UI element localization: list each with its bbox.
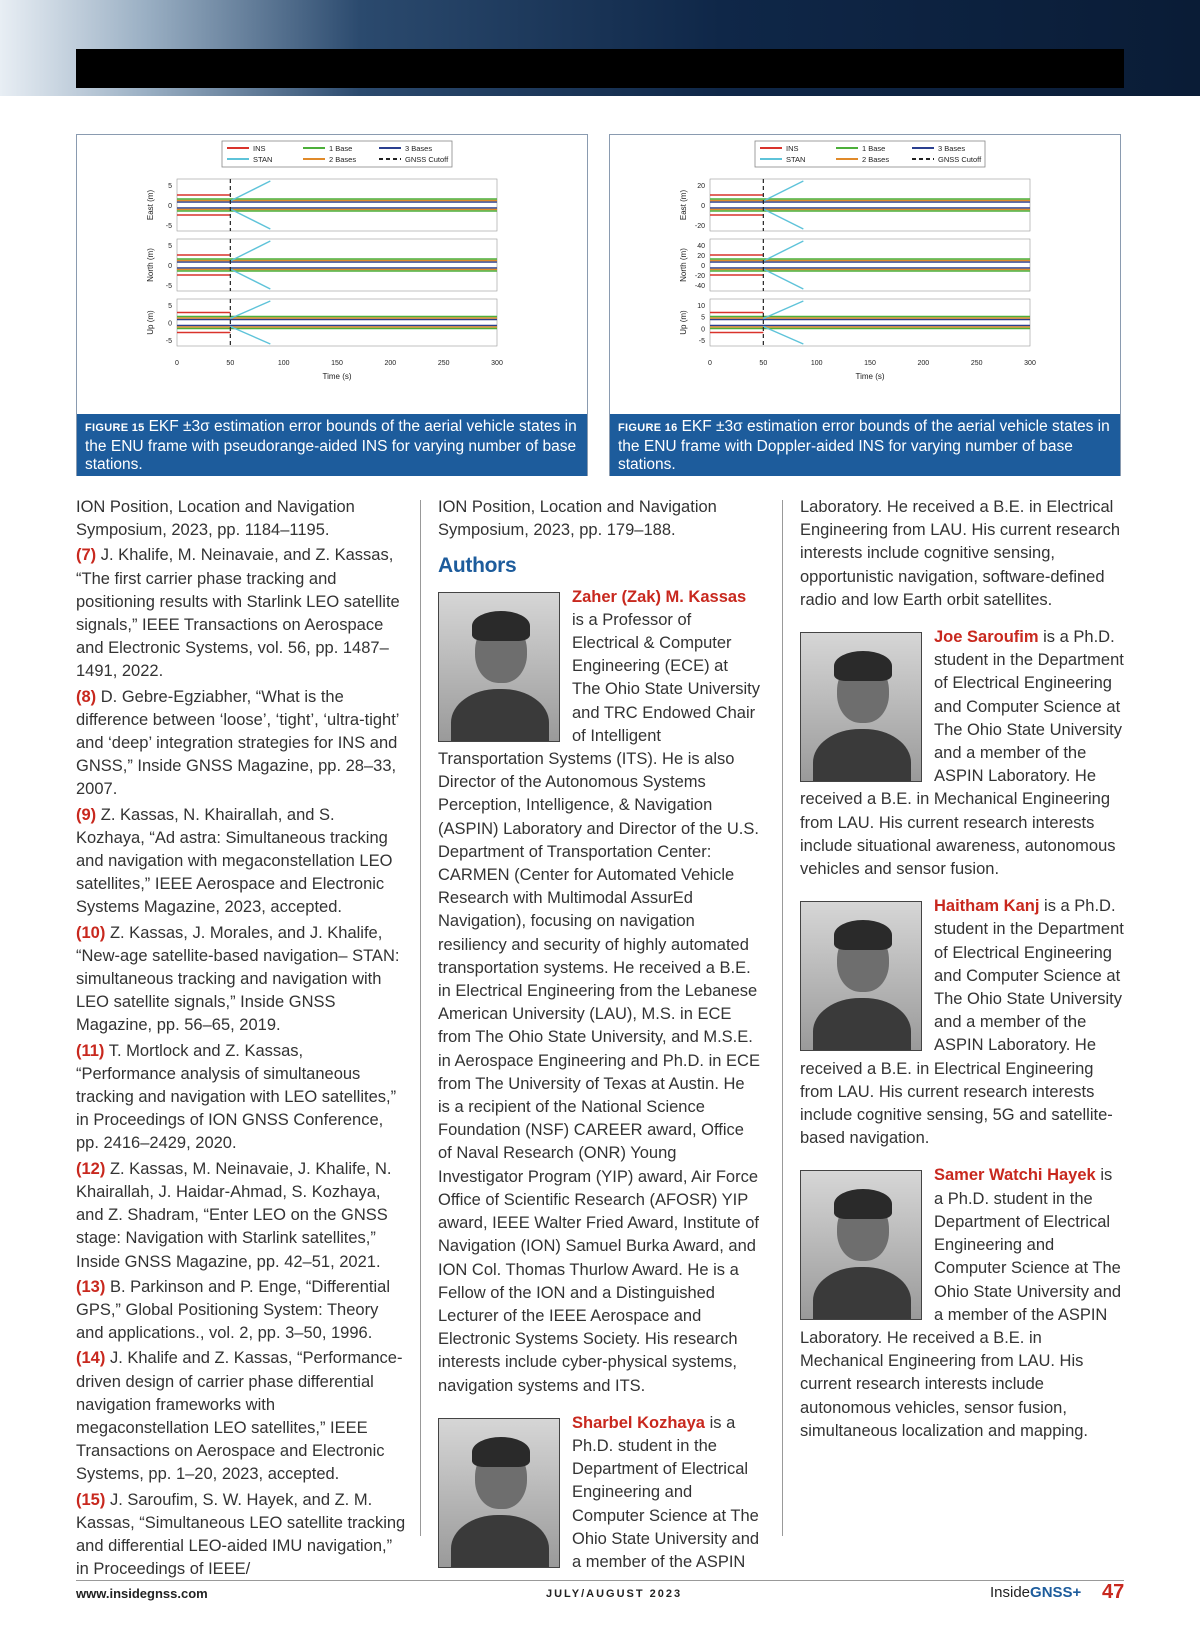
- legend-label: INS: [253, 144, 266, 153]
- footer-url[interactable]: www.insidegnss.com: [76, 1586, 208, 1601]
- footer-issue: JULY/AUGUST 2023: [546, 1588, 683, 1600]
- header-black-bar: [76, 49, 1124, 88]
- subplot-frame: [177, 299, 497, 346]
- legend-label: 2 Bases: [862, 155, 890, 164]
- figure-16-caption-text: EKF ±3σ estimation error bounds of the aerial vehicle states in the ENU frame with Doppler-aided INS for varying number of base stations.: [618, 418, 1110, 473]
- x-tick-label: 250: [970, 360, 983, 367]
- x-tick-label: 250: [437, 360, 450, 367]
- author-photo-hayek: [800, 1170, 922, 1320]
- reference-14: (14) J. Khalife and Z. Kassas, “Performance-driven design of carrier phase differential navigation frameworks with megaconstellation LEO satellites,” IEEE Transactions on Aerospace and Electronic Systems, pp. 1–20, 2023, accepted.: [76, 1349, 403, 1484]
- author-bio-kozhaya: [438, 1412, 760, 1574]
- y-axis-label: North (m): [146, 248, 155, 282]
- figure-16-chart: [610, 135, 1120, 413]
- y-tick-label: 5: [168, 303, 172, 310]
- y-axis-label: North (m): [679, 248, 688, 282]
- y-tick-label: -40: [694, 283, 705, 290]
- y-tick-label: 0: [701, 203, 705, 210]
- y-tick-label: 0: [168, 203, 172, 210]
- reference-9: (9) Z. Kassas, N. Khairallah, and S. Kozhaya, “Ad astra: Simultaneous tracking and navigation with megaconstellation LEO satellites,” IEEE Aerospace and Electronic Systems Magazine, 2023, accepted.: [76, 805, 393, 917]
- legend-label: 3 Bases: [938, 144, 966, 153]
- x-tick-label: 200: [384, 360, 397, 367]
- reference-8: (8) D. Gebre-Egziabher, “What is the difference between ‘loose’, ‘tight’, ‘ultra-tight’ and ‘deep’ integration strategies for INS and GNSS,” Inside GNSS Magazine, pp. 28–33, 2007.: [76, 687, 399, 799]
- subplot-frame: [710, 239, 1030, 291]
- column-divider: [782, 500, 783, 1536]
- author-photo-kanj: [800, 901, 922, 1051]
- author-name: Joe Saroufim: [934, 628, 1039, 647]
- x-axis-label: Time (s): [322, 372, 352, 381]
- reference-7: (7) J. Khalife, M. Neinavaie, and Z. Kassas, “The first carrier phase tracking and positioning results with Starlink LEO satellite signals,” IEEE Transactions on Aerospace and Electronic Systems, vol. 56, pp. 1487–1491, 2022.: [76, 546, 400, 681]
- legend-label: GNSS Cutoff: [405, 155, 449, 164]
- author-bio-kassas: [438, 586, 760, 1398]
- y-tick-label: 5: [168, 183, 172, 190]
- x-tick-label: 50: [759, 360, 768, 367]
- x-tick-label: 150: [864, 360, 876, 367]
- y-tick-label: 0: [168, 263, 172, 270]
- legend-label: 2 Bases: [329, 155, 357, 164]
- author-bio-saroufim: [800, 626, 1125, 881]
- author-name: Zaher (Zak) M. Kassas: [572, 587, 747, 606]
- author-bio-text: is a Professor of Electrical & Computer Engineering (ECE) at The Ohio State University and TRC Endowed Chair of Intelligent Transportation Systems (ITS). He is also Director of the Autonomous Systems Perception, Intelligence, & Navigation (ASPIN) Laboratory and Director of the U.S. Department of Transportation Center: CARMEN (Center for Automated Vehicle Research with Multimodal AssurEd Navigation), focusing on navigation resiliency and security of highly automated transportation systems. He received a B.E. in Electrical Engineering from the Lebanese American University (LAU), M.S. in ECE from The Ohio State University, and M.S.E. in Aerospace Engineering and Ph.D. in ECE from The University of Texas at Austin. He is a recipient of the National Science Foundation (NSF) CAREER award, Office of Naval Research (ONR) Young Investigator Program (YIP) award, Air Force Office of Scientific Research (AFOSR) YIP award, IEEE Walter Fried Award, Institute of Navigation (ION) Samuel Burka Award, and ION Col. Thomas Thurlow Award. He is a Fellow of the ION and a Distinguished Lecturer of the IEEE Aerospace and Electronic Systems Society. His research interests include cyber-physical systems, navigation systems and ITS.: [438, 610, 760, 1395]
- authors-column-2: [438, 496, 760, 1588]
- reference-10: (10) Z. Kassas, J. Morales, and J. Khalife, “New-age satellite-based navigation– STAN: simultaneous tracking and navigation with LEO satellite signals,” Inside GNSS Magazine, pp. 56–65, 2019.: [76, 923, 400, 1035]
- y-tick-label: -5: [165, 283, 172, 290]
- y-tick-label: 0: [701, 326, 705, 334]
- page-number: 47: [1102, 1581, 1125, 1603]
- figure-15-label: FIGURE 15: [85, 422, 145, 434]
- legend-label: GNSS Cutoff: [938, 155, 982, 164]
- y-tick-label: -20: [694, 223, 705, 230]
- figure-15: [76, 134, 588, 476]
- figure-16-label: FIGURE 16: [618, 422, 678, 434]
- x-tick-label: 50: [226, 360, 235, 367]
- x-tick-label: 100: [810, 360, 823, 367]
- legend-label: 3 Bases: [405, 144, 433, 153]
- author-photo-saroufim: [800, 632, 922, 782]
- author-bio-kanj: [800, 895, 1125, 1150]
- column-divider: [420, 500, 421, 1536]
- legend-label: 1 Base: [329, 144, 353, 153]
- y-tick-label: 10: [697, 303, 705, 310]
- y-tick-label: 40: [697, 243, 705, 250]
- y-tick-label: -5: [165, 223, 172, 230]
- authors-heading: Authors: [438, 554, 517, 578]
- x-axis-label: Time (s): [855, 372, 885, 381]
- author-photo-kassas: [438, 592, 560, 742]
- subplot-frame: [177, 179, 497, 231]
- y-axis-label: Up (m): [146, 310, 155, 335]
- author-bio-hayek: [800, 1164, 1125, 1442]
- subplot-frame: [710, 179, 1030, 231]
- x-tick-label: 200: [917, 360, 930, 367]
- y-tick-label: 20: [697, 183, 705, 190]
- y-tick-label: 5: [701, 314, 705, 322]
- y-tick-label: 0: [168, 320, 172, 328]
- reference-15: (15) J. Saroufim, S. W. Hayek, and Z. M. Kassas, “Simultaneous LEO satellite tracking and differential LEO-aided IMU navigation,” in Proceedings of IEEE/: [76, 1490, 406, 1579]
- y-tick-label: -20: [694, 273, 705, 280]
- x-tick-label: 300: [1024, 360, 1036, 367]
- y-tick-label: -5: [698, 338, 705, 345]
- y-axis-label: East (m): [679, 189, 688, 221]
- author-bio-continued: Laboratory. He received a B.E. in Electrical Engineering from LAU. His current research interests include cognitive sensing, opportunistic navigation, software-defined radio and low Earth orbit satellites.: [800, 498, 1121, 609]
- author-photo-kozhaya: [438, 1418, 560, 1568]
- x-tick-label: 0: [175, 360, 179, 367]
- subplot-frame: [177, 239, 497, 291]
- x-tick-label: 100: [277, 360, 290, 367]
- x-tick-label: 150: [331, 360, 343, 367]
- reference-13: (13) B. Parkinson and P. Enge, “Differential GPS,” Global Positioning System: Theory and applications., vol. 2, pp. 3–50, 1996.: [76, 1277, 390, 1343]
- y-axis-label: East (m): [146, 189, 155, 221]
- legend-label: INS: [786, 144, 799, 153]
- figure-15-caption-text: EKF ±3σ estimation error bounds of the aerial vehicle states in the ENU frame with pseudorange-aided INS for varying number of base stations.: [85, 418, 577, 473]
- figure-15-chart: [77, 135, 587, 413]
- y-tick-label: 0: [701, 263, 705, 270]
- reference-continued-2: ION Position, Location and Navigation Symposium, 2023, pp. 179–188.: [438, 498, 717, 540]
- y-tick-label: 20: [697, 253, 705, 260]
- reference-11: (11) T. Mortlock and Z. Kassas, “Performance analysis of simultaneous tracking and navigation with LEO satellites,” in Proceedings of ION GNSS Conference, pp. 2416–2429, 2020.: [76, 1041, 397, 1153]
- x-tick-label: 300: [491, 360, 503, 367]
- author-name: Sharbel Kozhaya: [572, 1413, 705, 1432]
- author-bio-text: is a Ph.D. student in the Department of Electrical Engineering and Computer Science at The Ohio State University and a member of the ASPIN Laboratory. He received a B.E. in Mechanical Engineering from LAU. His current research interests include autonomous vehicles, sensor fusion, simultaneous localization and mapping.: [800, 1166, 1122, 1440]
- reference-continued: ION Position, Location and Navigation Symposium, 2023, pp. 1184–1195.: [76, 498, 355, 540]
- author-name: Haitham Kanj: [934, 897, 1040, 916]
- footer-brand: InsideGNSS+: [990, 1584, 1082, 1601]
- legend-label: STAN: [253, 155, 273, 164]
- subplot-frame: [710, 299, 1030, 346]
- references-column-1: [76, 496, 406, 1583]
- figure-16-caption: [610, 414, 1120, 476]
- y-axis-label: Up (m): [679, 310, 688, 335]
- reference-12: (12) Z. Kassas, M. Neinavaie, J. Khalife, N. Khairallah, J. Haidar-Ahmad, S. Kozhaya, and Z. Shadram, “Enter LEO on the GNSS stage: Navigation with Starlink satellites,” Inside GNSS Magazine, pp. 42–51, 2021.: [76, 1159, 392, 1271]
- author-name: Samer Watchi Hayek: [934, 1166, 1096, 1185]
- x-tick-label: 0: [708, 360, 712, 367]
- y-tick-label: -5: [165, 338, 172, 345]
- legend-label: STAN: [786, 155, 806, 164]
- figure-16: [609, 134, 1121, 476]
- author-bio-text: is a Ph.D. student in the Department of Electrical Engineering and Computer Science at The Ohio State University and a member of the ASPIN Laboratory. He received a B.E. in Mechanical Engineering from LAU. His current research interests include situational awareness, autonomous vehicles and sensor fusion.: [800, 628, 1124, 879]
- footer-rule: [76, 1580, 1124, 1581]
- authors-column-3: [800, 496, 1125, 1457]
- legend-label: 1 Base: [862, 144, 886, 153]
- figure-15-caption: [77, 414, 587, 476]
- y-tick-label: 5: [168, 243, 172, 250]
- author-bio-text: is a Ph.D. student in the Department of Electrical Engineering and Computer Science at The Ohio State University and a member of the ASPIN Laboratory. He received a B.E. in Electrical Engineering from LAU. His current research interests include cognitive sensing, 5G and satellite-based navigation.: [800, 897, 1124, 1148]
- author-bio-text: is a Ph.D. student in the Department of Electrical Engineering and Computer Science at The Ohio State University and a member of the ASPIN: [572, 1413, 760, 1571]
